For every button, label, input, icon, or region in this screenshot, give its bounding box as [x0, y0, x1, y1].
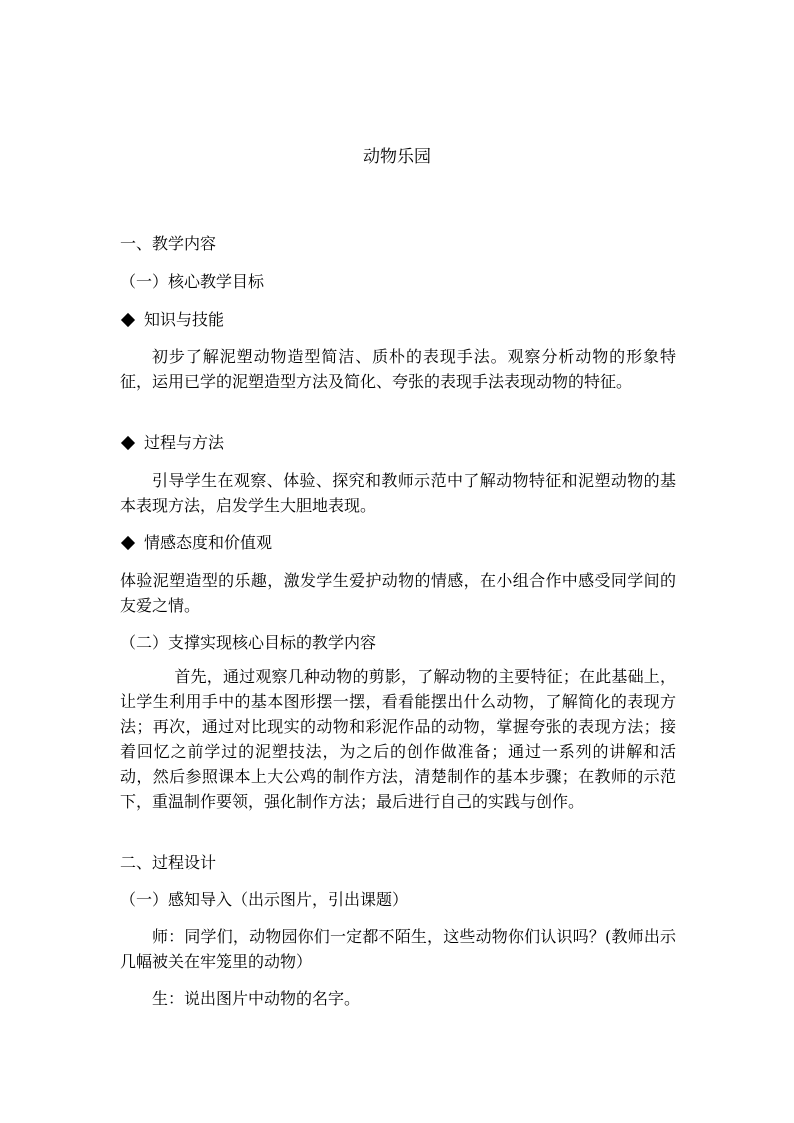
paragraph-supporting-content: 首先，通过观察几种动物的剪影，了解动物的主要特征；在此基础上，让学生利用手中的基本图形摆一摆，看看能摆出什么动物，了解简化的表现方法；再次，通过对比现实的动物和彩泥作品的动物，掌握夸张的表现方法；接着回忆之前学过的泥塑技法，为之后的创作做准备；通过一系列的讲解和活动，然后参照课本上大公鸡的制作方法，清楚制作的基本步骤；在教师的示范下，重温制作要领，强化制作方法；最后进行自己的实践与创作。 — [120, 667, 676, 811]
document-title: 动物乐园 — [363, 147, 431, 167]
subsection-heading-supporting-content: （二）支撑实现核心目标的教学内容 — [120, 633, 377, 652]
subsection-heading-core-goals: （一）核心教学目标 — [120, 272, 265, 291]
diamond-bullet-icon — [121, 435, 135, 449]
section-heading-1: 一、教学内容 — [120, 234, 217, 253]
paragraph-knowledge-skills: 初步了解泥塑动物造型简洁、质朴的表现手法。观察分析动物的形象特征，运用已学的泥塑造型方法及简化、夸张的表现手法表现动物的特征。 — [120, 347, 676, 391]
bullet-emotion-values — [120, 530, 676, 555]
paragraph-process-method: 引导学生在观察、体验、探究和教师示范中了解动物特征和泥塑动物的基本表现方法，启发学生大胆地表现。 — [120, 471, 676, 515]
section-heading-2: 二、过程设计 — [120, 853, 217, 872]
bullet-process-method — [120, 430, 676, 455]
bullet-label: 知识与技能 — [144, 310, 225, 329]
bullet-knowledge-skills — [120, 307, 676, 332]
paragraph-emotion-values: 体验泥塑造型的乐趣，激发学生爱护动物的情感，在小组合作中感受同学间的友爱之情。 — [120, 571, 676, 615]
paragraph-teacher-dialogue: 师：同学们，动物园你们一定都不陌生，这些动物你们认识吗？(教师出示几幅被关在牢笼里的动物） — [120, 927, 676, 971]
diamond-bullet-icon — [121, 312, 135, 326]
bullet-label: 情感态度和价值观 — [144, 533, 273, 552]
bullet-label: 过程与方法 — [144, 433, 225, 452]
paragraph-student-response: 生：说出图片中动物的名字。 — [152, 989, 361, 1008]
subsection-heading-intro: （一）感知导入（出示图片，引出课题） — [120, 890, 409, 909]
diamond-bullet-icon — [121, 535, 135, 549]
